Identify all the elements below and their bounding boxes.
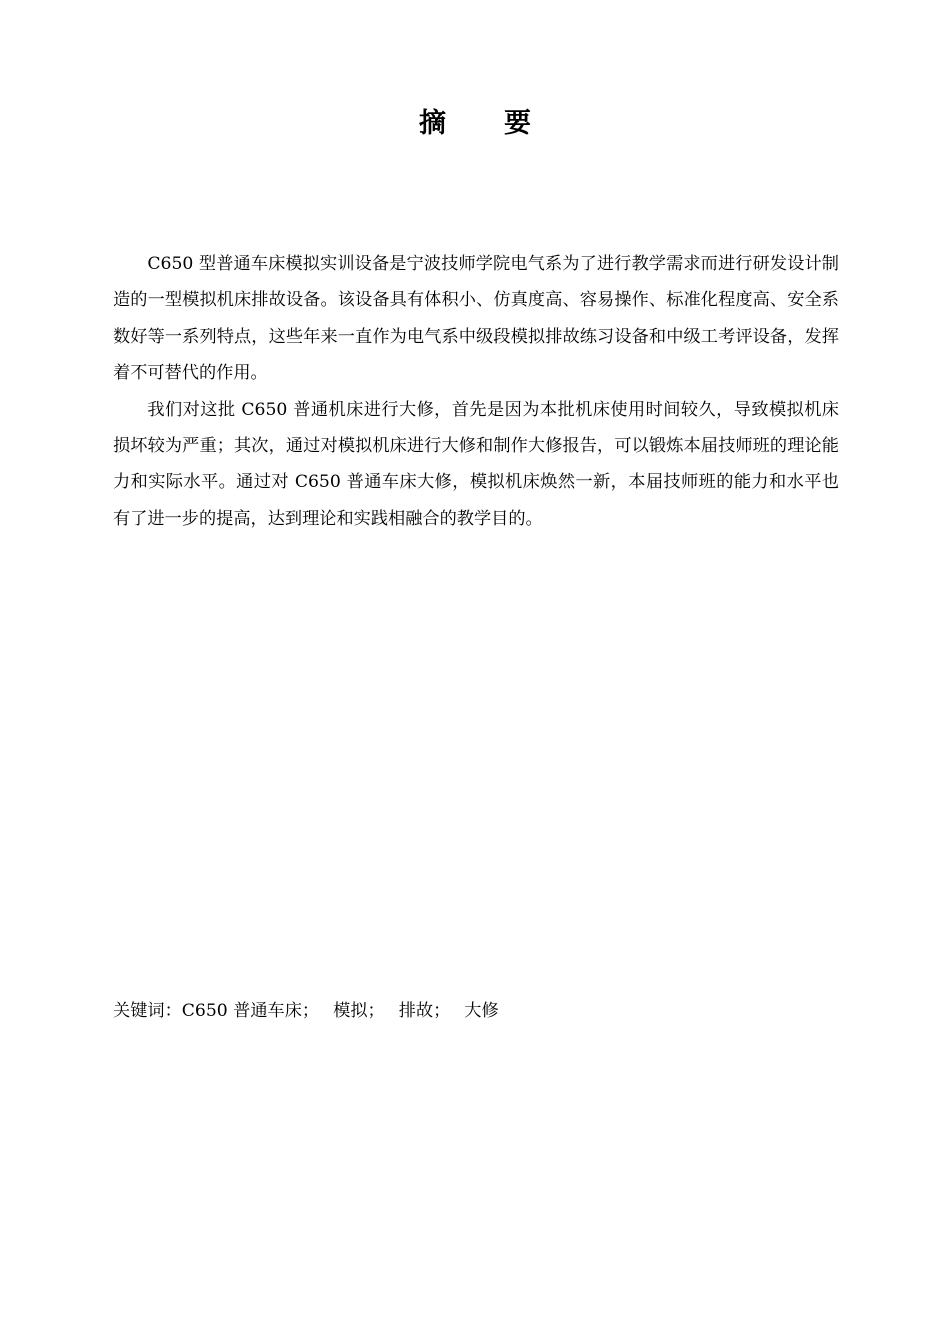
keywords-line bbox=[113, 996, 839, 1026]
abstract-body bbox=[113, 246, 839, 537]
abstract-title: 摘 要 bbox=[418, 108, 556, 139]
keywords-label: 关键词： bbox=[113, 1001, 182, 1021]
keyword-item: 模拟； bbox=[333, 1001, 385, 1021]
abstract-paragraph-1: C650 型普通车床模拟实训设备是宁波技师学院电气系为了进行教学需求而进行研发设计制造的一型模拟机床排故设备。该设备具有体积小、仿真度高、容易操作、标准化程度高、安全系数好等一系列特点，这些年来一直作为电气系中级段模拟排故练习设备和中级工考评设备，发挥着不可替代的作用。 bbox=[113, 254, 839, 384]
abstract-paragraph-2: 我们对这批 C650 普通机床进行大修，首先是因为本批机床使用时间较久，导致模拟机床损坏较为严重；其次，通过对模拟机床进行大修和制作大修报告，可以锻炼本届技师班的理论能力和实际水平。通过对 C650 普通车床大修，模拟机床焕然一新，本届技师班的能力和水平也有了进一步的提高，达到理论和实践相融合的教学目的。 bbox=[113, 399, 839, 529]
keyword-item: 排故； bbox=[398, 1001, 451, 1021]
keyword-item: C650 普通车床； bbox=[181, 1001, 320, 1021]
keyword-item: 大修 bbox=[464, 1001, 499, 1021]
